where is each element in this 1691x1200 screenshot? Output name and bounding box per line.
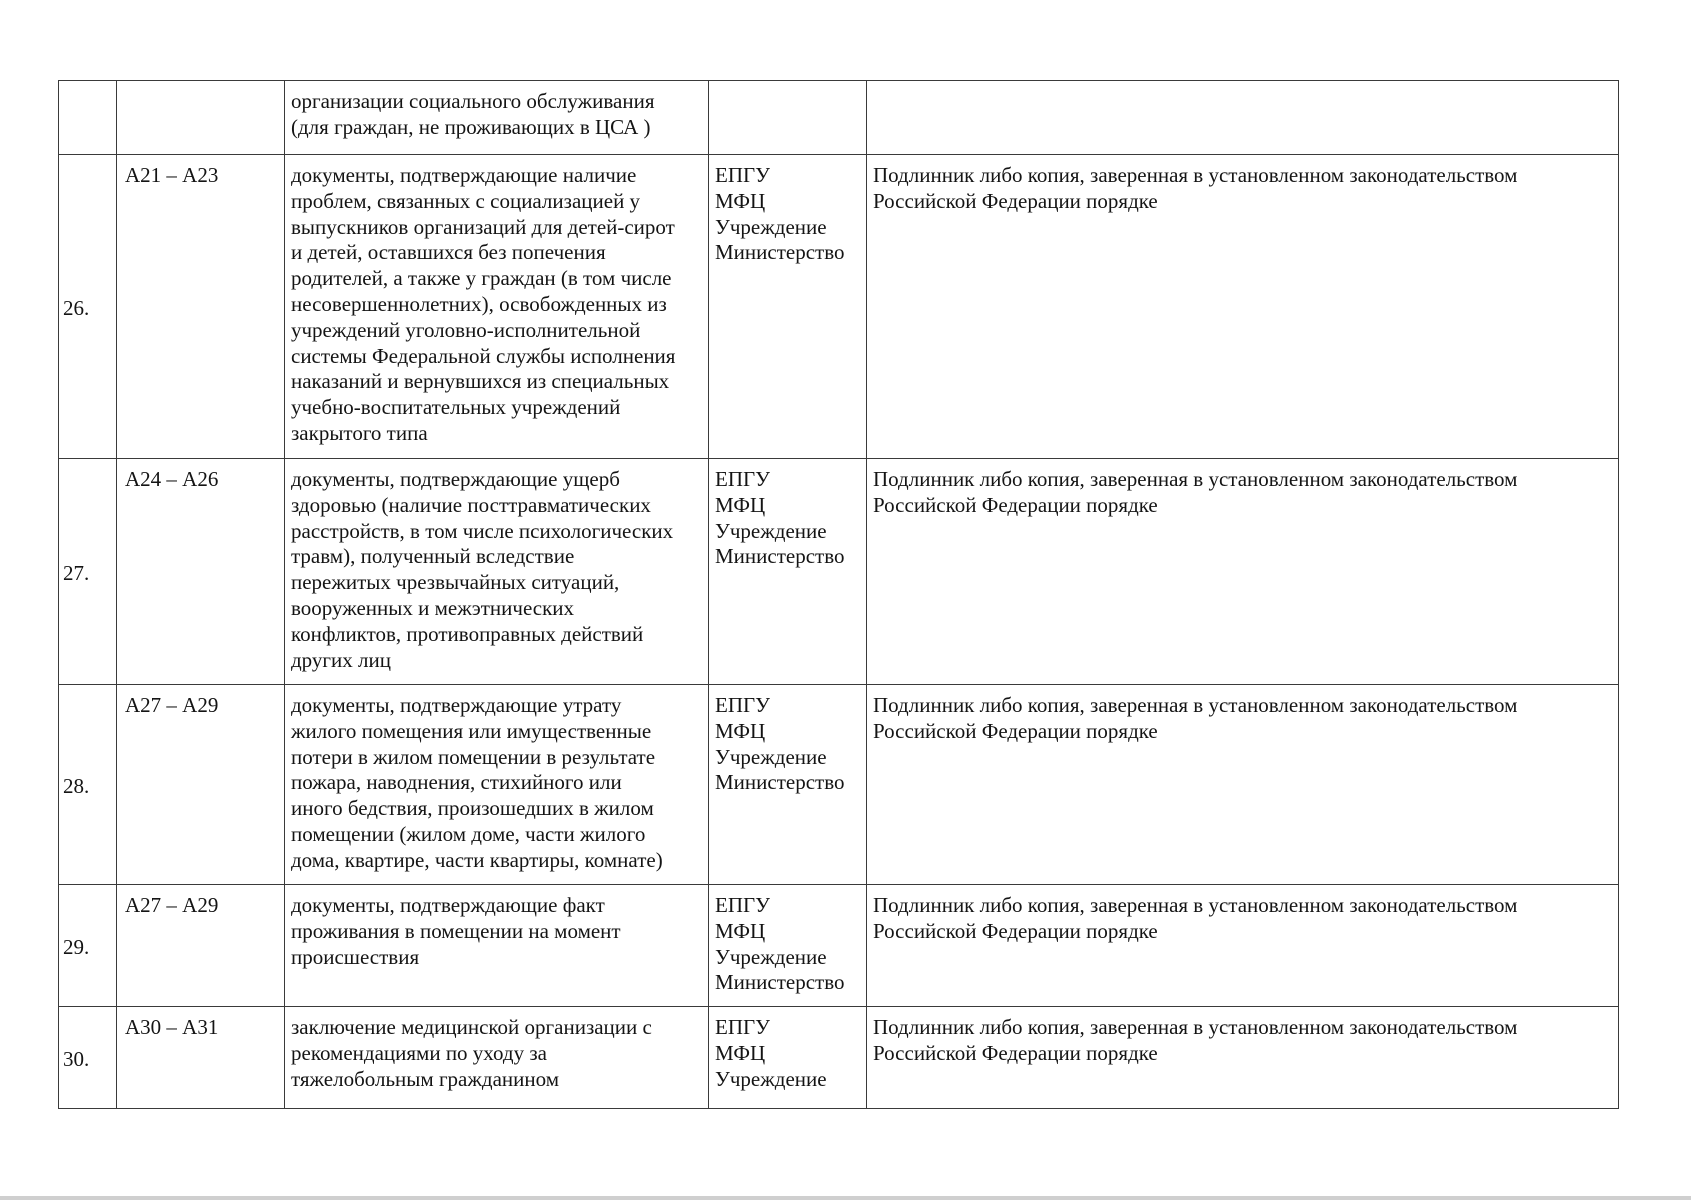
channel-line: Министерство	[715, 970, 845, 995]
description-line: наказаний и вернувшихся из специальных	[291, 369, 670, 394]
row-number-cell: 28.	[59, 685, 117, 885]
description-line: проблем, связанных с социализацией у	[291, 188, 641, 213]
row-number-cell: 27.	[59, 459, 117, 685]
channel-line: ЕПГУ	[715, 163, 771, 187]
codes-cell: А27 – А29	[117, 685, 285, 885]
submission-channels-cell	[709, 685, 867, 885]
description-line: происшествия	[291, 944, 420, 969]
table-row	[59, 685, 1619, 885]
description-line: расстройств, в том числе психологических	[291, 518, 674, 543]
description-line: учреждений уголовно-исполнительной	[291, 317, 641, 342]
channel-line: Министерство	[715, 770, 845, 795]
channel-line: Министерство	[715, 240, 845, 265]
form-line: Российской Федерации порядке	[873, 188, 1158, 213]
description-line: пережитых чрезвычайных ситуаций,	[291, 570, 620, 595]
table-row	[59, 885, 1619, 1007]
form-line: Подлинник либо копия, заверенная в установленном законодательством	[873, 163, 1518, 187]
submission-channels-cell	[709, 1007, 867, 1109]
table-row	[59, 1007, 1619, 1109]
description-line: пожара, наводнения, стихийного или	[291, 770, 622, 795]
document-description-cell	[285, 81, 709, 155]
description-line: тяжелобольным гражданином	[291, 1066, 559, 1091]
channel-line: Министерство	[715, 544, 845, 569]
channel-line: Учреждение	[715, 1066, 827, 1091]
document-form-cell	[867, 685, 1619, 885]
description-line: системы Федеральной службы исполнения	[291, 343, 676, 368]
description-line: учебно-воспитательных учреждений	[291, 395, 621, 420]
description-line: других лиц	[291, 647, 391, 672]
submission-channels-cell	[709, 155, 867, 459]
description-line: потери в жилом помещении в результате	[291, 744, 656, 769]
description-line: родителей, а также у граждан (в том числе	[291, 266, 672, 291]
document-description-cell	[285, 1007, 709, 1109]
row-number-cell: 26.	[59, 155, 117, 459]
description-line: иного бедствия, произошедших в жилом	[291, 796, 654, 821]
description-line: дома, квартире, части квартиры, комнате)	[291, 847, 663, 872]
description-line: конфликтов, противоправных действий	[291, 621, 644, 646]
document-form-cell	[867, 155, 1619, 459]
row-number-cell: 29.	[59, 885, 117, 1007]
codes-cell: А21 – А23	[117, 155, 285, 459]
form-line: Российской Федерации порядке	[873, 718, 1158, 743]
description-line: заключение медицинской организации с	[291, 1015, 652, 1039]
channel-line: МФЦ	[715, 188, 766, 213]
scan-edge-divider	[0, 1196, 1691, 1200]
codes-cell: А24 – А26	[117, 459, 285, 685]
description-line: травм), полученный вследствие	[291, 544, 575, 569]
codes-cell	[117, 81, 285, 155]
description-line: закрытого типа	[291, 420, 428, 445]
form-line: Подлинник либо копия, заверенная в установленном законодательством	[873, 467, 1518, 491]
description-line: здоровью (наличие посттравматических	[291, 492, 651, 517]
codes-cell: А30 – А31	[117, 1007, 285, 1109]
description-line: несовершеннолетних), освобожденных из	[291, 291, 667, 316]
channel-line: МФЦ	[715, 918, 766, 943]
form-line: Подлинник либо копия, заверенная в установленном законодательством	[873, 1015, 1518, 1039]
document-form-cell	[867, 885, 1619, 1007]
row-number-cell: 30.	[59, 1007, 117, 1109]
channel-line: Учреждение	[715, 944, 827, 969]
description-line: проживания в помещении на момент	[291, 918, 621, 943]
table-row	[59, 81, 1619, 155]
row-number-cell	[59, 81, 117, 155]
description-line: помещении (жилом доме, части жилого	[291, 821, 646, 846]
document-description-cell	[285, 685, 709, 885]
submission-channels-cell	[709, 81, 867, 155]
description-line: документы, подтверждающие ущерб	[291, 467, 620, 491]
description-line: документы, подтверждающие наличие	[291, 163, 637, 187]
description-line: выпускников организаций для детей-сирот	[291, 214, 675, 239]
channel-line: МФЦ	[715, 492, 766, 517]
description-line: документы, подтверждающие утрату	[291, 693, 622, 717]
form-line: Российской Федерации порядке	[873, 918, 1158, 943]
description-line: рекомендациями по уходу за	[291, 1040, 547, 1065]
channel-line: ЕПГУ	[715, 893, 771, 917]
channel-line: Учреждение	[715, 214, 827, 239]
channel-line: ЕПГУ	[715, 693, 771, 717]
description-line: и детей, оставшихся без попечения	[291, 240, 606, 265]
form-line: Российской Федерации порядке	[873, 1040, 1158, 1065]
form-line: Российской Федерации порядке	[873, 492, 1158, 517]
document-description-cell	[285, 459, 709, 685]
description-line: жилого помещения или имущественные	[291, 718, 652, 743]
table-row	[59, 155, 1619, 459]
description-line: (для граждан, не проживающих в ЦСА )	[291, 114, 651, 139]
document-form-cell	[867, 459, 1619, 685]
document-form-cell	[867, 1007, 1619, 1109]
submission-channels-cell	[709, 459, 867, 685]
channel-line: ЕПГУ	[715, 1015, 771, 1039]
description-line: вооруженных и межэтнических	[291, 595, 575, 620]
channel-line: МФЦ	[715, 1040, 766, 1065]
description-line: документы, подтверждающие факт	[291, 893, 605, 917]
documents-table	[58, 80, 1619, 1109]
codes-cell: А27 – А29	[117, 885, 285, 1007]
submission-channels-cell	[709, 885, 867, 1007]
document-description-cell	[285, 885, 709, 1007]
channel-line: ЕПГУ	[715, 467, 771, 491]
document-form-cell	[867, 81, 1619, 155]
document-description-cell	[285, 155, 709, 459]
table-row	[59, 459, 1619, 685]
form-line: Подлинник либо копия, заверенная в установленном законодательством	[873, 693, 1518, 717]
form-line: Подлинник либо копия, заверенная в установленном законодательством	[873, 893, 1518, 917]
description-line: организации социального обслуживания	[291, 89, 655, 113]
channel-line: Учреждение	[715, 744, 827, 769]
channel-line: Учреждение	[715, 518, 827, 543]
channel-line: МФЦ	[715, 718, 766, 743]
